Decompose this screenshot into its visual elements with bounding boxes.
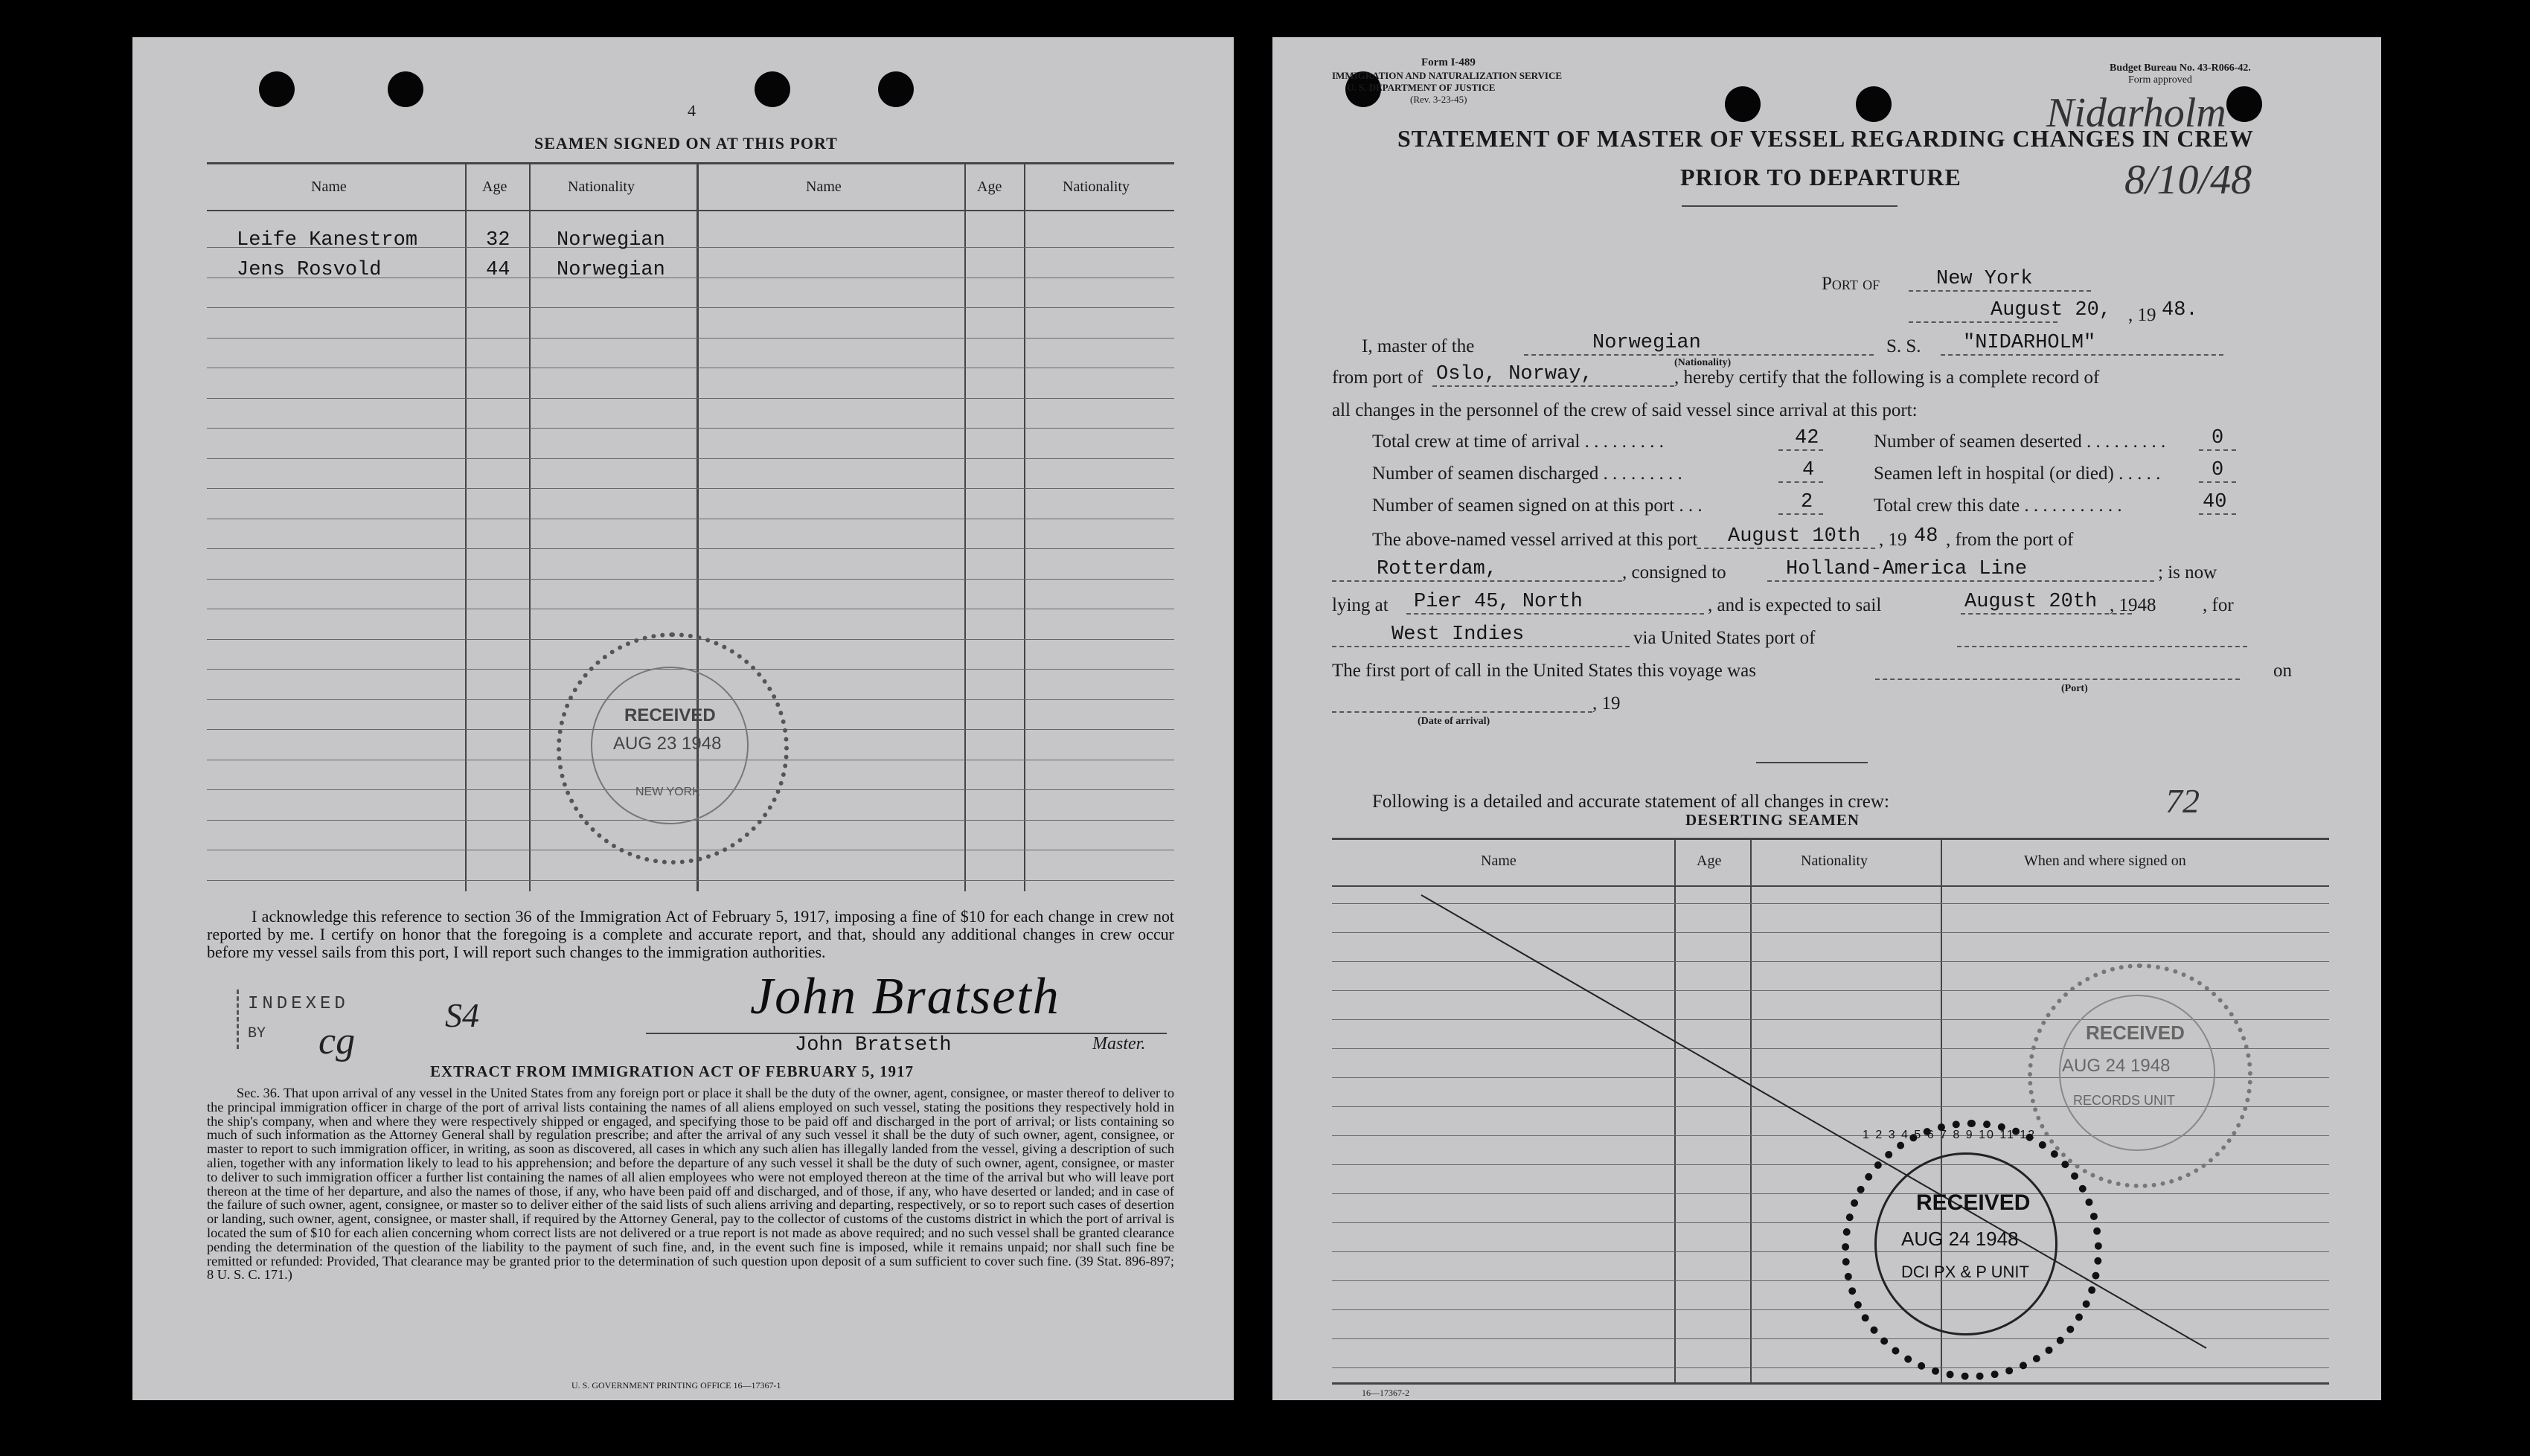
form-number: Form I-489 [1421,57,1476,68]
following-text: Following is a detailed and accurate statement of all changes in crew: [1372,792,1889,812]
handwritten-date: 8/10/48 [2124,157,2252,203]
stamp-city: NEW YORK [635,786,700,798]
stamp-ring-numbers: 1 2 3 4 5 6 7 8 9 10 11 12 [1863,1129,2037,1141]
col-divider [964,162,966,891]
handwritten-ship-name: Nidarholm [2046,90,2226,136]
master-name: John Bratseth [795,1034,952,1056]
indexed-by-label: BY [248,1025,266,1042]
col-nationality-header: Nationality [568,179,635,195]
expected-label: , and is expected to sail [1708,595,1882,615]
punch-hole [878,71,914,107]
table-rule [207,338,1174,339]
certify-text-2: all changes in the personnel of the crew of said vessel since arrival at this port: [1332,400,1918,420]
section-title: SEAMEN SIGNED ON AT THIS PORT [534,134,838,153]
indexed-number: S4 [445,996,479,1034]
master-label: Master. [1092,1034,1146,1053]
master-of-label: I, master of the [1362,336,1475,356]
on-label: on [2273,661,2292,681]
punch-hole [259,71,295,107]
arrived-label: The above-named vessel arrived at this port [1372,530,1698,550]
total-crew-arrival-value: 42 [1795,427,1819,449]
col-name-header: Name [311,179,347,195]
indexed-initials: cg [318,1020,356,1062]
table-rule [207,428,1174,429]
consignee: Holland-America Line [1786,558,2028,580]
first-port-label: The first port of call in the United States this voyage was [1332,661,1757,681]
crew-name: Leife Kanestrom [237,229,418,251]
for-label: , for [2203,595,2234,615]
table-rule [207,488,1174,489]
stamp-text: RECEIVED [2086,1022,2185,1044]
table-rule [207,307,1174,308]
left-page [132,37,1234,1400]
total-crew-date-label: Total crew this date . . . . . . . . . . . [1874,496,2122,516]
col-name-header-2: Name [806,179,842,195]
from-the-port-label: , from the port of [1946,530,2074,550]
seamen-discharged-label: Number of seamen discharged . . . . . . . . . [1372,464,1682,484]
form-approved: Form approved [2128,74,2192,86]
col-age-header: Age [482,179,507,195]
year-prefix: , 19 [2128,305,2156,325]
section-36-text: Sec. 36. That upon arrival of any vessel in the United States from any foreign port or place it shall be the duty of the owner, agent, consignee, or master thereof to deliver to the principal immigration officer in charge of the port of arrival lists containing the names of all aliens employed on such vessel, stating the positions they respectively hold in the ship's company, when and where they were respectively shipped or engaged, and specifying those to be paid off and discharged in the port of arrival; or lists containing so much of such information as the Attorney General shall by regulation prescribe; and after the arrival of any such vessel it shall be the duty of such owner, agent, consignee, or master to report to such immigration officer, in writing, as soon as discovered, all cases in which any such alien has illegally landed from the vessel, giving a description of such alien, together with any information likely to lead to his apprehension; and before the departure of any such vessel it shall be the duty of such owner, agent, consignee, or master to deliver to such immigration officer a further list containing the names of all alien employees who were not employed thereon at the time of the arrival but who will leave port thereon at the time of her departure, and also the names of those, if any, who have been paid off and discharged, and of those, if any, who have deserted or landed; and in case of the failure of such owner, agent, consignee, or master so to deliver either of the said lists of such aliens arriving and departing, respectively, or so to report such cases of desertion or landing, such owner, agent, consignee, or master shall, if required by the Attorney General, pay to the collector of customs of the customs district in which the port of arrival is located the sum of $10 for each alien concerning whom correct lists are not delivered or a true report is not made as above required; and no such vessel shall be granted clearance pending the determination of the question of the liability to the payment of such fine, and, in the event such fine is imposed, while it remains unpaid; nor shall such fine be remitted or refunded: Provided, That clearance may be granted prior to the determination of such question upon deposit of a sum sufficient to cover such fine. (39 Stat. 896-897; 8 U. S. C. 171.) [207,1085,1174,1283]
crew-age: 32 [486,229,510,251]
consigned-label: , consigned to [1622,562,1726,583]
crew-age: 44 [486,259,510,281]
crew-nationality: Norwegian [557,229,665,251]
handwritten-number: 72 [2165,782,2200,820]
col-age-header-2: Age [977,179,1002,195]
certify-text: , hereby certify that the following is a complete record of [1674,368,2100,388]
ship-name: "NIDARHOLM" [1963,332,2096,354]
port-caption: (Port) [2061,683,2088,694]
seamen-discharged-value: 4 [1802,459,1815,481]
arrived-date: August 10th [1728,525,1861,548]
form-subtitle: PRIOR TO DEPARTURE [1680,164,1961,190]
printing-office: 16—17367-2 [1362,1388,1409,1398]
col-nationality-header-2: Nationality [1063,179,1130,195]
lying-at-label: lying at [1332,595,1389,615]
received-stamp [557,632,789,865]
col-divider [1024,162,1025,891]
stamp-date: AUG 24 1948 [2062,1056,2171,1076]
port-of-label: Port of [1822,274,1880,294]
col-divider [465,162,467,891]
stamp-text: RECEIVED [624,705,716,725]
sail-year: , 1948 [2110,595,2156,615]
punch-hole [755,71,790,107]
form-revision: (Rev. 3-23-45) [1410,94,1467,105]
printing-office: U. S. GOVERNMENT PRINTING OFFICE 16—17367-1 [571,1380,781,1391]
date-value: August 20, [1991,299,2112,321]
ss-label: S. S. [1886,336,1921,356]
col-divider [529,162,531,891]
crew-name: Jens Rosvold [237,259,382,281]
crew-nationality: Norwegian [557,259,665,281]
destination: West Indies [1392,623,1525,646]
table-row [237,229,417,251]
date-19: , 19 [1592,693,1621,713]
nationality-caption: (Nationality) [1674,357,1732,368]
des-col-age: Age [1697,853,1722,869]
table-top-rule [207,162,1174,164]
agency-name: IMMIGRATION AND NATURALIZATION SERVICE [1332,70,1563,81]
seamen-signed-on-label: Number of seamen signed on at this port . . . [1372,496,1703,516]
table-header-rule [207,210,1174,211]
seamen-deserted-value: 0 [2212,427,2224,449]
seamen-signed-on-value: 2 [1801,491,1813,513]
table-rule [207,579,1174,580]
master-signature: John Bratseth [750,968,1060,1025]
form-title: STATEMENT OF MASTER OF VESSEL REGARDING CHANGES IN CREW [1397,125,2254,152]
budget-bureau: Budget Bureau No. 43-R066-42. [2110,62,2251,74]
seamen-hospital-value: 0 [2212,459,2224,481]
seamen-deserted-label: Number of seamen deserted . . . . . . . . . [1874,432,2166,452]
table-rule [207,458,1174,459]
year-value: 48. [2162,299,2198,321]
table-rule [207,548,1174,549]
total-crew-date-value: 40 [2203,491,2227,513]
received-stamp [2028,963,2252,1188]
is-now-label: ; is now [2158,562,2217,583]
from-port-label: from port of [1332,368,1423,388]
seamen-hospital-label: Seamen left in hospital (or died) . . . . . [1874,464,2161,484]
page-number: 4 [688,101,696,120]
arrived-year-prefix: , 19 [1879,530,1907,550]
indexed-stamp [237,990,388,1049]
total-crew-arrival-label: Total crew at time of arrival . . . . . . . . . [1372,432,1664,452]
acknowledgement-text: I acknowledge this reference to section 36 of the Immigration Act of February 5, 1917, imposing a fine of $10 for each change in crew not reported by me. I certify on honor that the foregoing is a complete and accurate report, and that, should any additional changes in crew occur before my vessel sails from this port, I will report such changes to the immigration authorities. [207,907,1174,961]
lying-at: Pier 45, North [1414,591,1583,613]
port-of-value: New York [1936,268,2033,290]
extract-title: EXTRACT FROM IMMIGRATION ACT OF FEBRUARY 5, 1917 [430,1062,915,1080]
received-stamp-dark [1842,1120,2102,1380]
indexed-label: INDEXED [248,994,349,1014]
table-rule [207,880,1174,881]
via-label: via United States port of [1633,628,1816,648]
deserting-title: DESERTING SEAMEN [1685,811,1860,829]
table-row [237,259,381,281]
stamp-date: AUG 23 1948 [613,734,722,754]
department-name: U. S. DEPARTMENT OF JUSTICE [1347,82,1496,93]
date-of-arrival-caption: (Date of arrival) [1418,716,1490,727]
sail-date: August 20th [1964,591,2098,613]
stamp-unit: DCI PX & P UNIT [1901,1263,2029,1281]
stamp-date: AUG 24 1948 [1901,1228,2019,1250]
right-page [1272,37,2381,1400]
stamp-unit: RECORDS UNIT [2073,1093,2176,1108]
from-port-value: Oslo, Norway, [1436,363,1593,385]
nationality-value: Norwegian [1592,332,1701,354]
cancel-slash [1272,37,2381,1400]
table-rule [207,398,1174,399]
des-col-name: Name [1481,853,1517,869]
stamp-text: RECEIVED [1916,1190,2031,1215]
des-col-when-where: When and where signed on [2024,853,2186,869]
arrived-year: 48 [1914,525,1938,548]
from-the-port: Rotterdam, [1377,558,1498,580]
des-col-nationality: Nationality [1801,853,1868,869]
punch-hole [388,71,423,107]
